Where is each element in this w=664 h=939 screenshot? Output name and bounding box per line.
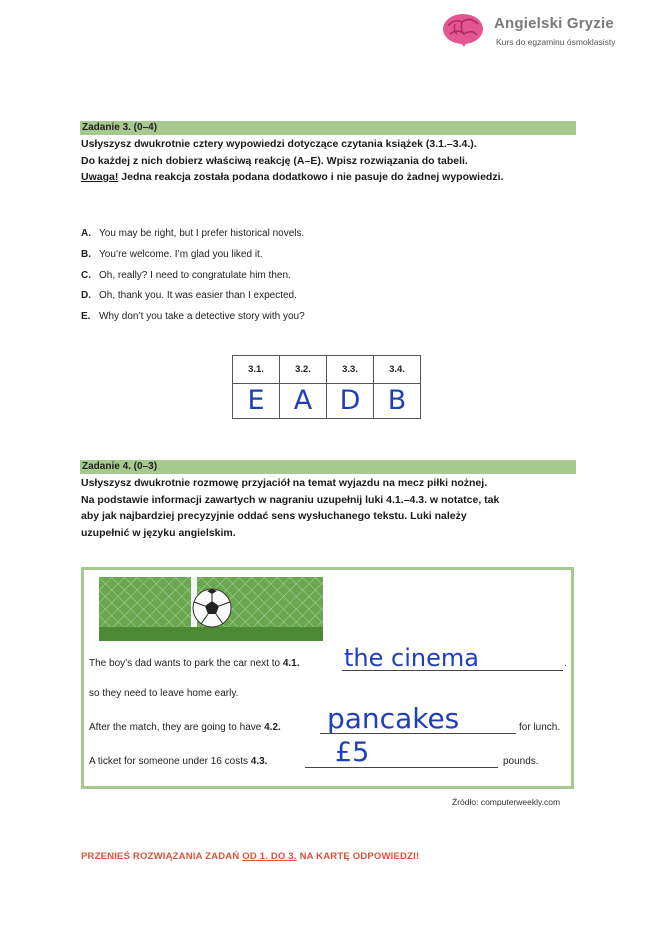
- note-line3-text: After the match, they are going to have: [89, 722, 265, 733]
- note-line4: [89, 756, 267, 767]
- option-c: C. Oh, really? I need to congratulate him then.: [81, 269, 291, 281]
- answer-4-3: £5: [335, 737, 370, 768]
- task4-instruction-line1: Usłyszysz dwukrotnie rozmowę przyjaciół na temat wyjazdu na mecz piłki nożnej.: [81, 477, 488, 489]
- note-line3: [89, 722, 281, 733]
- task3-instruction-line1: Usłyszysz dwukrotnie cztery wypowiedzi dotyczące czytania książek (3.1.–3.4.).: [81, 138, 477, 150]
- note-line1: [89, 658, 300, 669]
- gap-label-4-3: 4.3.: [250, 756, 268, 767]
- answer-table-header: 3.2.: [280, 356, 327, 384]
- task4-instructions: [81, 475, 581, 541]
- task3-header: Zadanie 3. (0–4): [80, 121, 576, 135]
- answer-cell[interactable]: E: [233, 384, 280, 419]
- footer-reminder: [81, 851, 419, 862]
- task3-instructions: [81, 136, 581, 186]
- answer-table-header: 3.4.: [374, 356, 421, 384]
- option-b: B. You’re welcome. I’m glad you liked it.: [81, 248, 263, 260]
- note-line1-text: The boy’s dad wants to park the car next to: [89, 658, 283, 669]
- gap-4-3-line[interactable]: [305, 767, 498, 768]
- note-line2: so they need to leave home early.: [89, 688, 239, 699]
- answer-cell[interactable]: B: [374, 384, 421, 419]
- answer-cell[interactable]: D: [327, 384, 374, 419]
- task3-note-text: Jedna reakcja została podana dodatkowo i nie pasuje do żadnej wypowiedzi.: [118, 171, 504, 183]
- footer-part3: NA KARTĘ ODPOWIEDZI!: [296, 851, 420, 862]
- task4-header: Zadanie 4. (0–3): [80, 460, 576, 474]
- brand-subtitle: Kurs do egzaminu ósmoklasisty: [496, 37, 616, 47]
- option-e: E. Why don’t you take a detective story with you?: [81, 311, 305, 323]
- note-line4-end: pounds.: [503, 756, 539, 767]
- task3-note-label: Uwaga!: [81, 171, 119, 183]
- football-goal-image: [99, 577, 323, 641]
- footer-part1: PRZENIEŚ ROZWIĄZANIA ZADAŃ: [81, 851, 243, 862]
- task4-instruction-line2: Na podstawie informacji zawartych w nagraniu uzupełnij luki 4.1.–4.3. w notatce, tak: [81, 493, 500, 506]
- option-a: A. You may be right, but I prefer historical novels.: [81, 228, 305, 239]
- option-d: D. Oh, thank you. It was easier than I expected.: [81, 290, 297, 302]
- task3-instruction-line2: Do każdej z nich dobierz właściwą reakcję (A–E). Wpisz rozwiązania do tabeli.: [81, 154, 468, 167]
- source-credit: Źródło: computerweekly.com: [452, 797, 561, 807]
- answer-cell[interactable]: A: [280, 384, 327, 419]
- footer-part2: OD 1. DO 3.: [242, 851, 297, 862]
- note-box: [81, 567, 574, 789]
- note-line1-end: .: [564, 658, 567, 669]
- task3-options: [81, 224, 305, 328]
- answer-table: [232, 355, 421, 419]
- task4-instruction-line3: aby jak najbardziej precyzyjnie oddać sens wysłuchanego tekstu. Luki należy: [81, 510, 467, 522]
- answer-table-header: 3.3.: [327, 356, 374, 384]
- answer-4-1: the cinema: [344, 644, 479, 672]
- answer-table-header: 3.1.: [233, 356, 280, 384]
- note-line4-text: A ticket for someone under 16 costs: [89, 756, 251, 767]
- task3-note: [81, 169, 581, 186]
- gap-label-4-1: 4.1.: [282, 658, 300, 669]
- brand-title: Angielski Gryzie: [494, 15, 614, 32]
- brain-logo-icon: [440, 12, 486, 48]
- gap-label-4-2: 4.2.: [264, 722, 281, 733]
- task4-instruction-line4: uzupełnić w języku angielskim.: [81, 526, 236, 539]
- answer-4-2: pancakes: [327, 702, 460, 735]
- note-line3-end: for lunch.: [519, 722, 561, 733]
